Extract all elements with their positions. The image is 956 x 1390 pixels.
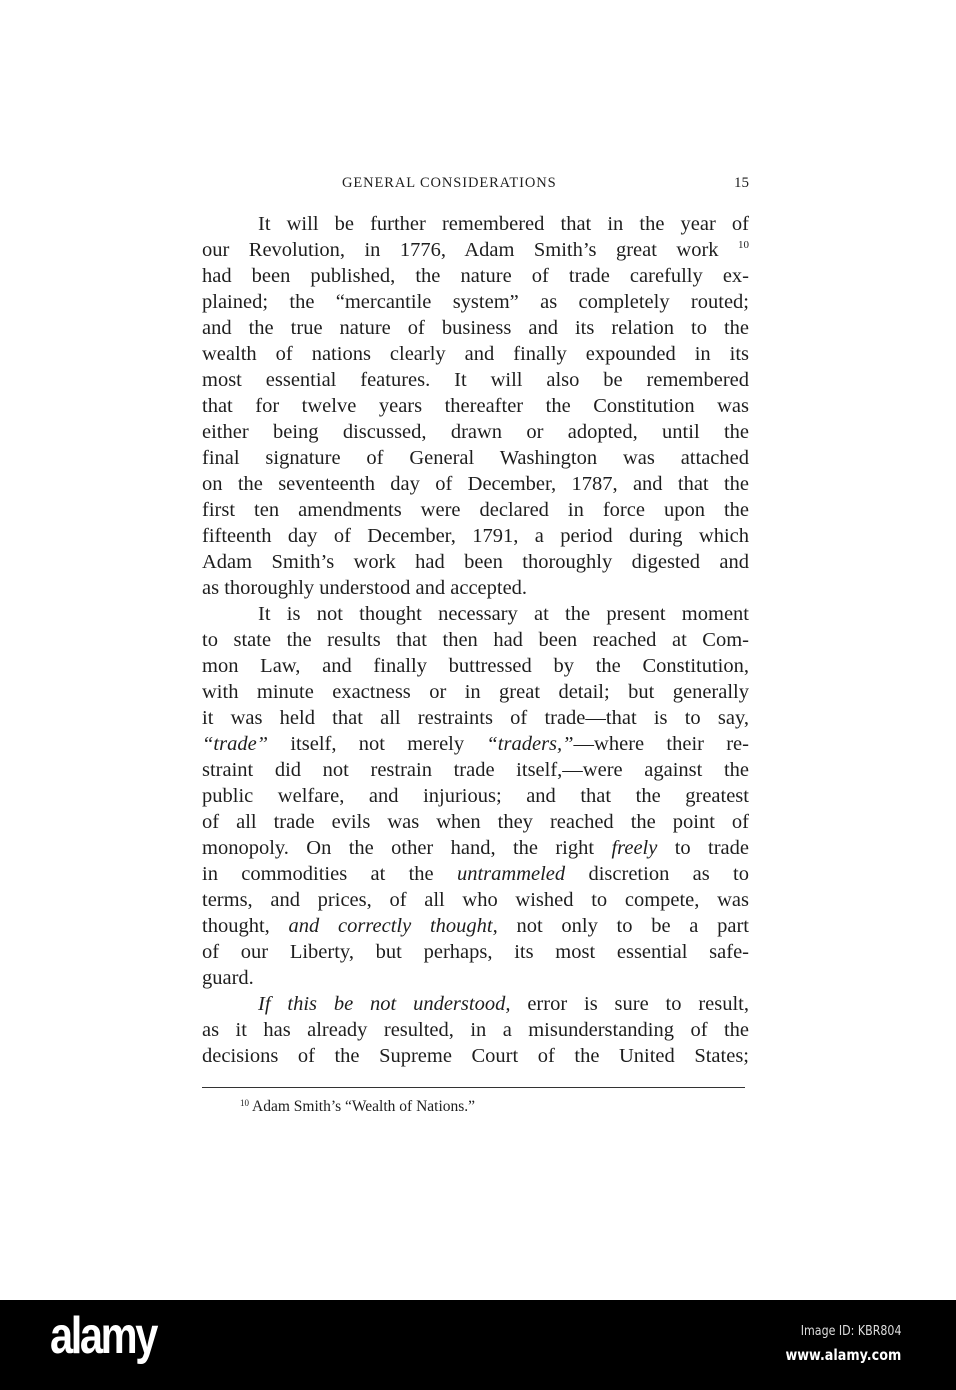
text-line [202,367,749,393]
text-segment: it was held that all restraints of trade—that is to say, [202,707,749,729]
text-line [202,237,749,263]
text-line [202,705,749,731]
text-segment: fifteenth day of December, 1791, a period during which [202,525,749,547]
text-line [202,497,749,523]
page-number: 15 [734,175,749,191]
footnote-marker: 10 [240,1098,249,1108]
text-line [202,731,749,757]
body-text [202,211,749,1069]
text-segment: as thoroughly understood and accepted. [202,577,528,599]
text-line [202,627,749,653]
footnote-reference: 10 [738,239,749,251]
text-segment: plained; the “mercantile system” as completely routed; [202,291,749,313]
text-line [202,653,749,679]
running-head [202,175,749,195]
text-line [202,575,749,601]
text-segment: had been published, the nature of trade carefully ex- [202,265,749,287]
text-segment: and the true nature of business and its relation to the [202,317,749,339]
text-line [202,341,749,367]
text-line [202,393,749,419]
watermark-bar [0,1300,956,1390]
text-line [202,835,749,861]
watermark-url: www.alamy.com [785,1346,901,1364]
chapter-title: GENERAL CONSIDERATIONS [342,175,557,191]
text-line [202,445,749,471]
text-segment: of our Liberty, but perhaps, its most essential safe- [202,941,749,963]
text-segment: to state the results that then had been reached at Com- [202,629,749,651]
text-segment: —where their re- [573,733,749,755]
text-line [202,601,749,627]
text-line [202,783,749,809]
text-line [202,419,749,445]
text-line [202,523,749,549]
footnote [240,1098,475,1116]
footnote-rule [202,1087,745,1088]
text-segment: thought, [202,915,289,937]
italic-text: freely [611,837,658,859]
text-line [202,289,749,315]
italic-text: If this be not understood, [258,993,511,1015]
text-line [202,991,749,1017]
text-line [202,809,749,835]
text-segment: to trade [657,837,749,859]
text-segment: our Revolution, in 1776, Adam Smith’s great work [202,239,738,261]
text-segment: most essential features. It will also be remembered [202,369,749,391]
text-segment: monopoly. On the other hand, the right [202,837,612,859]
text-segment: It is not thought necessary at the present moment [258,603,749,625]
italic-text: “traders,” [486,733,574,755]
text-line [202,1017,749,1043]
text-segment: mon Law, and finally buttressed by the Constitution, [202,655,749,677]
italic-text: “trade” [202,733,269,755]
text-segment: either being discussed, drawn or adopted, until the [202,421,749,443]
italic-text: untrammeled [456,863,566,885]
alamy-logo: alamy [50,1307,156,1365]
text-segment: with minute exactness or in great detail; but generally [202,681,749,703]
text-line [202,1043,749,1069]
text-segment: Adam Smith’s work had been thoroughly digested and [202,551,749,573]
text-segment: guard. [202,967,254,989]
text-segment: first ten amendments were declared in force upon the [202,499,749,521]
text-segment: terms, and prices, of all who wished to compete, was [202,889,749,911]
text-segment: final signature of General Washington was attached [202,447,749,469]
text-segment: It will be further remembered that in the year of [258,213,749,235]
text-line [202,549,749,575]
text-segment: error is sure to result, [510,993,749,1015]
text-segment: that for twelve years thereafter the Constitution was [202,395,749,417]
text-line [202,913,749,939]
text-segment: wealth of nations clearly and finally expounded in its [202,343,749,365]
text-segment: itself, not merely [268,733,487,755]
text-line [202,757,749,783]
text-line [202,887,749,913]
text-line [202,965,749,991]
text-segment: of all trade evils was when they reached the point of [202,811,749,833]
text-line [202,471,749,497]
text-segment: on the seventeenth day of December, 1787, and that the [202,473,749,495]
text-line [202,315,749,341]
text-line [202,263,749,289]
text-segment: straint did not restrain trade itself,—were against the [202,759,749,781]
text-segment: not only to be a part [497,915,749,937]
text-segment: decisions of the Supreme Court of the United States; [202,1045,749,1067]
text-segment: discretion as to [565,863,749,885]
text-line [202,211,749,237]
image-id: Image ID: KBR804 [800,1324,901,1339]
text-segment: as it has already resulted, in a misunderstanding of the [202,1019,749,1041]
text-line [202,939,749,965]
text-segment: in commodities at the [202,863,457,885]
text-line [202,679,749,705]
footnote-text: Adam Smith’s “Wealth of Nations.” [249,1098,476,1115]
text-line [202,861,749,887]
text-segment: public welfare, and injurious; and that the greatest [202,785,749,807]
italic-text: and correctly thought, [288,915,498,937]
